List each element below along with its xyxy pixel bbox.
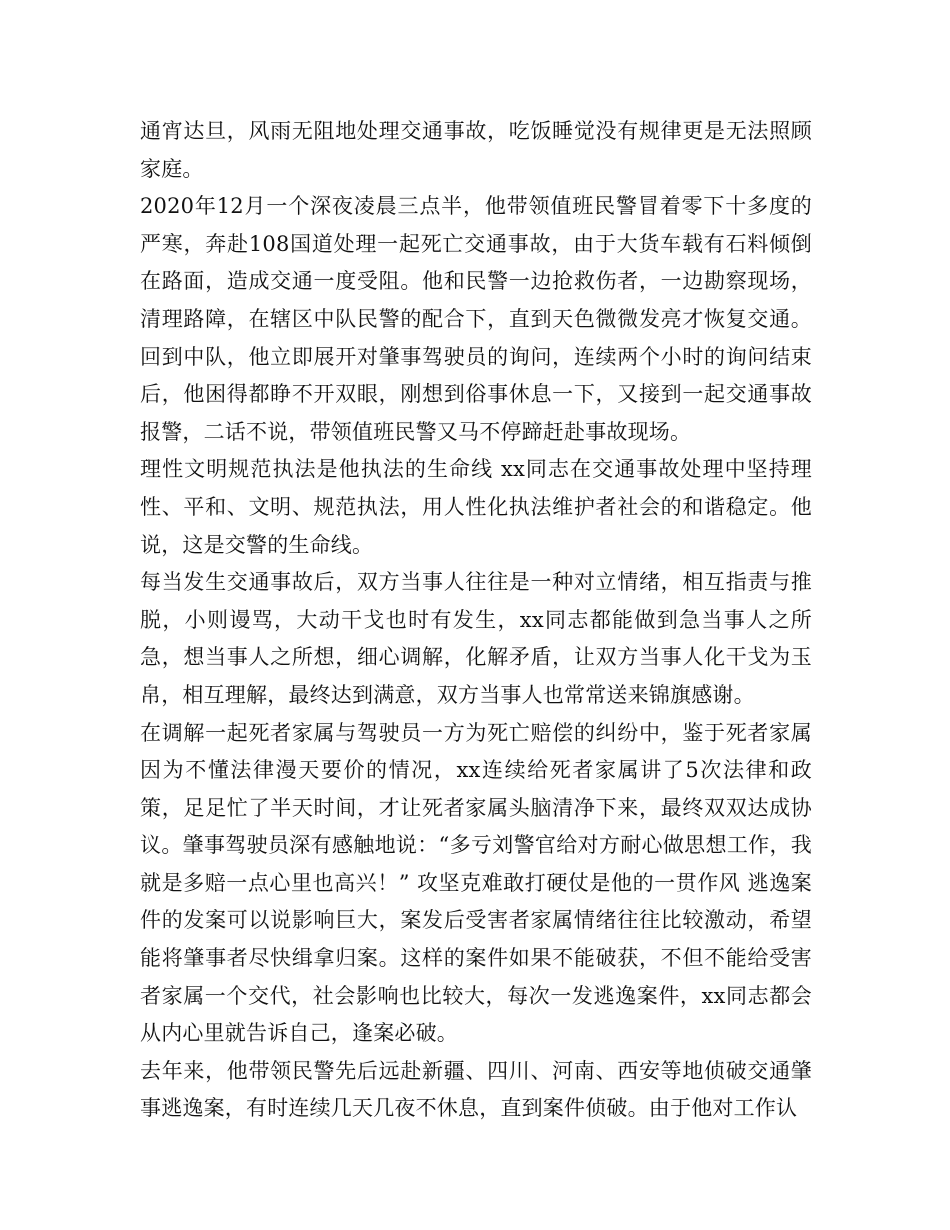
paragraph: 通宵达旦，风雨无阻地处理交通事故，吃饭睡觉没有规律更是无法照顾家庭。 — [140, 119, 812, 181]
paragraph: 理性文明规范执法是他执法的生命线 xx同志在交通事故处理中坚持理性、平和、文明、规范执法，用人性化执法维护者社会的和谐稳定。他说，这是交警的生命线。 — [140, 457, 812, 557]
paragraph: 2020年12月一个深夜凌晨三点半，他带领值班民警冒着零下十多度的严寒，奔赴108国道处理一起死亡交通事故，由于大货车载有石料倾倒在路面，造成交通一度受阻。他和民警一边抢救伤者，一边勘察现场，清理路障，在辖区中队民警的配合下，直到天色微微发亮才恢复交通。回到中队，他立即展开对肇事驾驶员的询问，连续两个小时的询问结束后，他困得都睁不开双眼，刚想到俗事休息一下，又接到一起交通事故报警，二话不说，带领值班民警又马不停蹄赶赴事故现场。 — [140, 194, 812, 444]
paragraph: 在调解一起死者家属与驾驶员一方为死亡赔偿的纠纷中，鉴于死者家属因为不懂法律漫天要价的情况，xx连续给死者家属讲了5次法律和政策，足足忙了半天时间，才让死者家属头脑清净下来，最终双双达成协议。肇事驾驶员深有感触地说：“多亏刘警官给对方耐心做思想工作，我就是多赔一点心里也高兴！” 攻坚克难敢打硬仗是他的一贯作风 逃逸案件的发案可以说影响巨大，案发后受害者家属情绪往往比较激动，希望能将肇事者尽快缉拿归案。这样的案件如果不能破获，不但不能给受害者家属一个交代，社会影响也比较大，每次一发逃逸案件，xx同志都会从内心里就告诉自己，逢案必破。 — [140, 720, 812, 1046]
paragraph: 去年来，他带领民警先后远赴新疆、四川、河南、西安等地侦破交通肇事逃逸案，有时连续几天几夜不休息，直到案件侦破。由于他对工作认 — [140, 1058, 812, 1121]
document-body — [140, 113, 812, 1128]
paragraph: 每当发生交通事故后，双方当事人往往是一种对立情绪，相互指责与推脱，小则谩骂，大动干戈也时有发生，xx同志都能做到急当事人之所急，想当事人之所想，细心调解，化解矛盾，让双方当事人化干戈为玉帛，相互理解，最终达到满意，双方当事人也常常送来锦旗感谢。 — [140, 570, 812, 707]
